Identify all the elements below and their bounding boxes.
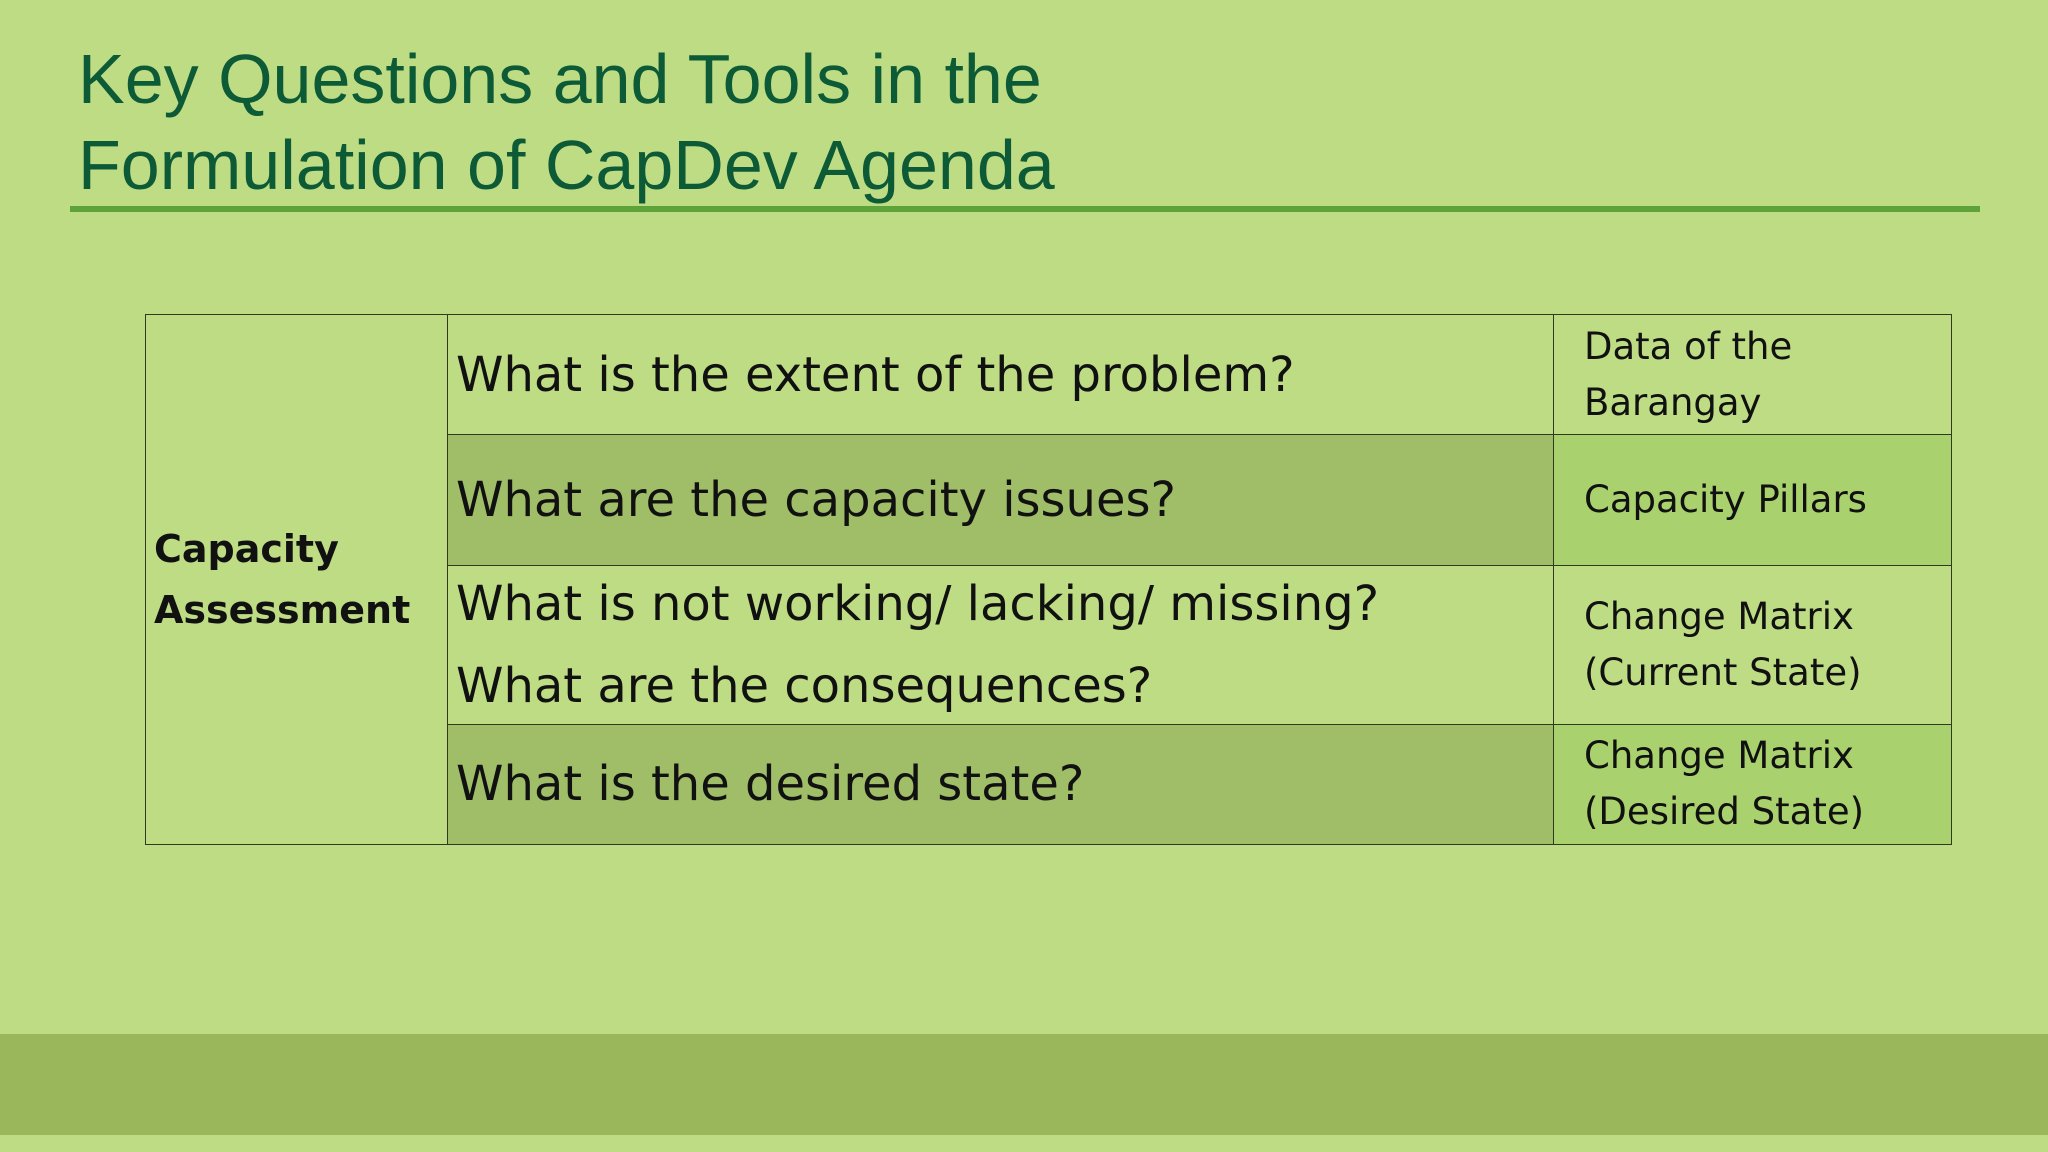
table-row: [146, 315, 1952, 435]
slide-title-line-2: Formulation of CapDev Agenda: [78, 126, 1055, 204]
tool-cell: [1554, 566, 1952, 724]
question-cell: [448, 566, 1554, 724]
question-cell: [448, 724, 1554, 844]
question-text: What is the extent of the problem?: [456, 346, 1295, 403]
tool-text: Data of the: [1584, 324, 1793, 368]
tool-text: (Current State): [1584, 651, 1862, 695]
tool-cell: [1554, 724, 1952, 844]
tool-text: Change Matrix: [1584, 734, 1854, 778]
question-text: What are the capacity issues?: [456, 472, 1176, 529]
tool-cell: [1554, 315, 1952, 435]
tool-text: (Desired State): [1584, 790, 1865, 834]
tool-text: Capacity Pillars: [1584, 478, 1867, 522]
question-text: What is not working/ lacking/ missing?: [456, 576, 1380, 633]
title-underline: [70, 206, 1980, 212]
question-text: What is the desired state?: [456, 756, 1085, 813]
tool-text: Barangay: [1584, 380, 1762, 424]
tool-cell: [1554, 435, 1952, 566]
question-text: What are the consequences?: [456, 658, 1153, 715]
key-questions-table: [145, 314, 1952, 845]
slide-title-line-1: Key Questions and Tools in the: [78, 40, 1042, 118]
question-cell: [448, 435, 1554, 566]
tool-text: Change Matrix: [1584, 595, 1854, 639]
capacity-assessment-label: Capacity Assessment: [146, 315, 448, 845]
footer-band: [0, 1034, 2048, 1135]
slide-title: [78, 36, 1578, 208]
question-cell: [448, 315, 1554, 435]
